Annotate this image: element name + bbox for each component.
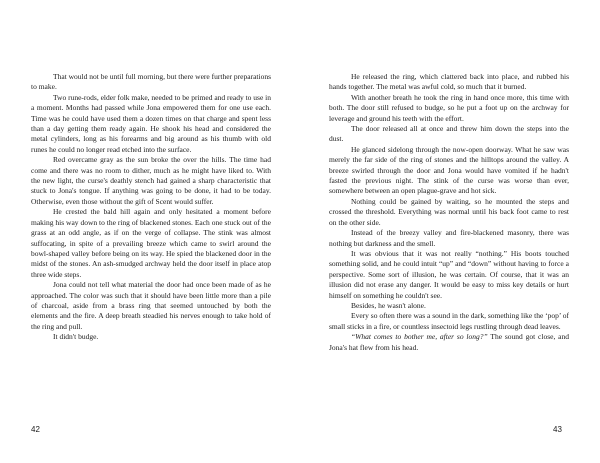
paragraph: It was obvious that it was not really “nothing.” His boots touched something solid, and he could intuit “up” and “down” without having to force a perspective. Some sort of illusion, he was certain. Of course, that it was an illusion did not erase any danger. It would be easy to miss key details or hurt himself on something he couldn't see.: [329, 248, 569, 300]
italic-dialogue: “What comes to bother me, after so long?”: [351, 332, 488, 342]
paragraph: [329, 332, 569, 353]
paragraph: Besides, he wasn't alone.: [351, 300, 426, 310]
paragraph: Instead of the breezy valley and fire-blackened masonry, there was nothing but darkness and the smell.: [329, 228, 569, 248]
paragraph: That would not be until full morning, but there were further preparations to make.: [31, 72, 271, 92]
page-number-left: 42: [31, 425, 40, 434]
paragraph: He released the ring, which clattered back into place, and rubbed his hands together. The metal was awful cold, so much that it burned.: [329, 72, 569, 92]
right-page-text: [329, 72, 569, 452]
paragraph: He glanced sidelong through the now-open doorway. What he saw was merely the far side of the ring of stones and the hilltops around the valley. A breeze swirled through the door and Jona would have vomited if he hadn't fasted the previous night. The stink of the curse was worse than ever, somewhere between an open plague-grave and hot sick.: [329, 144, 569, 196]
page-number-right: 43: [553, 425, 562, 434]
paragraph: Red overcame gray as the sun broke the over the hills. The time had come and there was no room to dither, much as he might have liked to. With the new light, the curse's deathly stench had gained a sharp characteristic that stuck to Jona's tongue. If anything was going to be done, it had to be today. Otherwise, even those without the gift of Scent would suffer.: [31, 155, 271, 206]
paragraph: With another breath he took the ring in hand once more, this time with both. The door still refused to budge, so he put a foot up on the archway for leverage and ground his teeth with the effort.: [329, 92, 569, 123]
left-page-text: [31, 72, 271, 452]
paragraph: Nothing could be gained by waiting, so he mounted the steps and crossed the threshold. Everything was normal until his back foot came to rest on the other side.: [329, 196, 569, 227]
paragraph: Every so often there was a sound in the dark, something like the ‘pop’ of small sticks in a fire, or countless insectoid legs rustling through dead leaves.: [329, 311, 569, 331]
paragraph: He crested the bald hill again and only hesitated a moment before making his way down to the ring of blackened stones. Each one stuck out of the grass at an odd angle, as if on the verge of collapse. The stink was almost suffocating, in spite of a prevailing breeze which came to swirl around the bowl-shaped valley before being on its way. He spied the blackened door in the midst of the stones. An ash-smudged archway held the door itself in place atop three wide steps.: [31, 207, 271, 279]
paragraph-text: The sound got close, and Jona's hat flew from his head.: [329, 332, 569, 352]
paragraph: It didn't budge.: [53, 332, 99, 342]
paragraph: Jona could not tell what material the door had once been made of as he approached. The color was such that it should have been little more than a pile of charcoal, aside from a brass ring that seemed untouched by both the elements and the fire. A deep breath steadied his nerves enough to take hold of the ring and pull.: [31, 280, 271, 331]
paragraph: The door released all at once and threw him down the steps into the dust.: [329, 124, 569, 144]
paragraph: Two rune-rods, elder folk make, needed to be primed and ready to use in a moment. Months had passed while Jona empowered them for one use each. Time was he could have used them a dozen times on that charge and spent less than a day getting them ready again. He shook his head and considered the metal cylinders, long as his forearms and big around as his thumb with old runes he could no longer read etched into the surface.: [31, 92, 271, 154]
